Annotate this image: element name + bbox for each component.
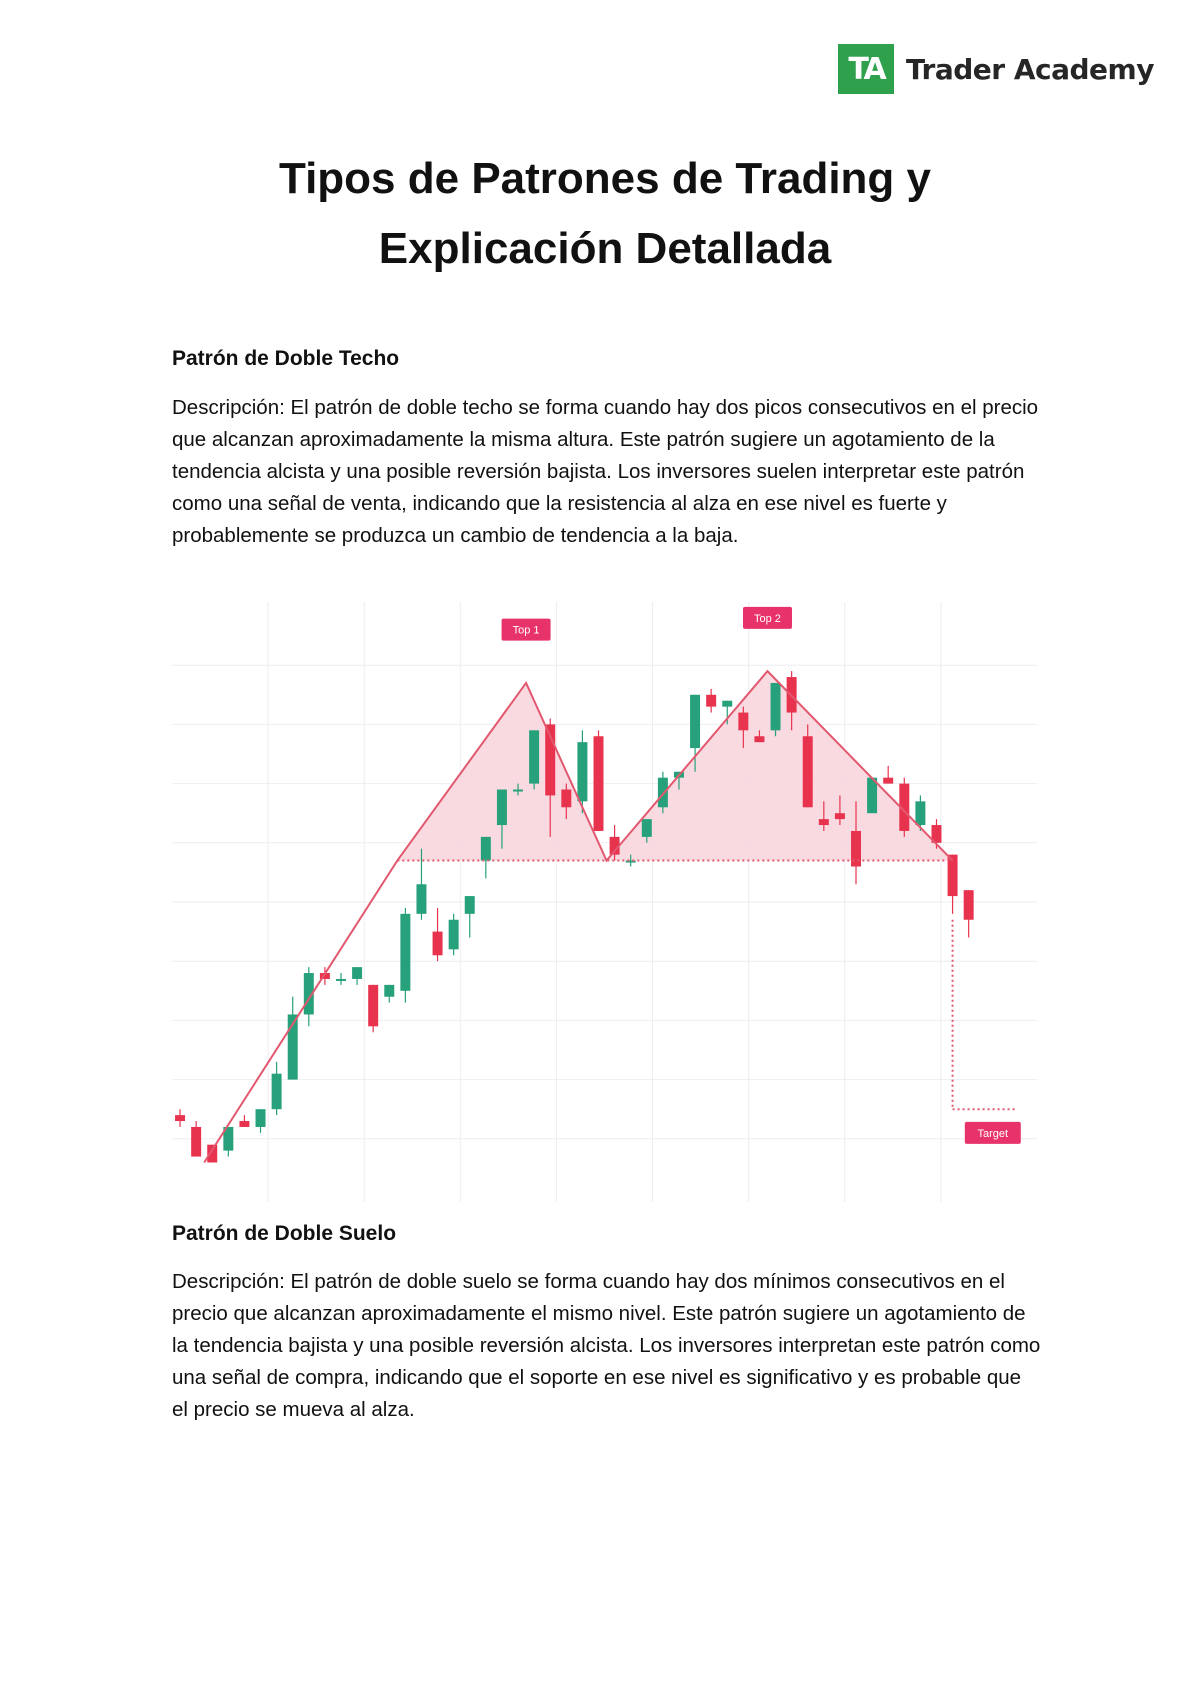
candle-bearish (561, 790, 571, 808)
section-description-double-top: Descripción: El patrón de doble techo se forma cuando hay dos picos consecutivos en el precio que alcanzan aproximadamente la misma altura. Este patrón sugiere un agotamiento de la tendencia alcista y una posible reversión bajista. Los inversores suelen interpretar este patrón como una señal de venta, indicando que la resistencia al alza en ese nivel es fuerte y probablemente se produzca un cambio de tendencia a la baja. (172, 396, 1039, 547)
candle-bearish (803, 736, 813, 807)
candle-bullish (577, 742, 587, 801)
candle-bearish (754, 736, 764, 742)
candle-bullish (658, 778, 668, 808)
page-title: Tipos de Patrones de Trading y Explicación Detallada (278, 154, 931, 273)
candle-bullish (529, 730, 539, 783)
candle-bullish (642, 819, 652, 837)
candle-bullish (481, 837, 491, 861)
candle-bullish (722, 701, 732, 707)
candle-bearish (239, 1121, 249, 1127)
candle-bullish (272, 1074, 282, 1110)
candle-bearish (835, 813, 845, 819)
candle-bearish (175, 1115, 185, 1121)
candle-bearish (594, 736, 604, 831)
candle-bearish (883, 778, 893, 784)
candlestick-chart (172, 602, 1037, 1202)
candle-bullish (915, 801, 925, 825)
section-heading-double-bottom: Patrón de Doble Suelo (172, 1222, 397, 1245)
logo-mark-icon: TA (838, 44, 894, 94)
candle-bullish (416, 884, 426, 914)
candle-bullish (400, 914, 410, 991)
brand-name: Trader Academy (906, 52, 1154, 86)
candle-bearish (738, 713, 748, 731)
candle-bearish (819, 819, 829, 825)
candle-bullish (384, 985, 394, 997)
candle-bullish (513, 790, 523, 792)
candle-bullish (352, 967, 362, 979)
candle-bearish (368, 985, 378, 1026)
candle-bullish (497, 790, 507, 826)
candle-bearish (706, 695, 716, 707)
candle-bullish (336, 979, 346, 981)
chart-label-text: Target (977, 1127, 1009, 1140)
double-top-chart (172, 602, 1037, 1202)
candle-bullish (465, 896, 475, 914)
candle-bullish (256, 1109, 266, 1127)
candle-bearish (191, 1127, 201, 1157)
brand-logo (838, 44, 1154, 94)
candle-bullish (449, 920, 459, 950)
candle-bearish (964, 890, 974, 920)
candle-bearish (433, 932, 443, 956)
pattern-fill-area (397, 671, 952, 860)
candle-bullish (771, 683, 781, 730)
section-description-double-bottom: Descripción: El patrón de doble suelo se forma cuando hay dos mínimos consecutivos en el precio que alcanzan aproximadamente el mismo nivel. Este patrón sugiere un agotamiento de la tendencia bajista y una posible reversión alcista. Los inversores interpretan este patrón como una señal de compra, indicando que el soporte en ese nivel es significativo y es probable que el precio se mueva al alza. (172, 1270, 1041, 1421)
chart-label-text: Top 2 (754, 612, 781, 625)
section-heading-double-top: Patrón de Doble Techo (172, 347, 400, 370)
chart-label-text: Top 1 (512, 624, 540, 637)
candle-bullish (690, 695, 700, 748)
